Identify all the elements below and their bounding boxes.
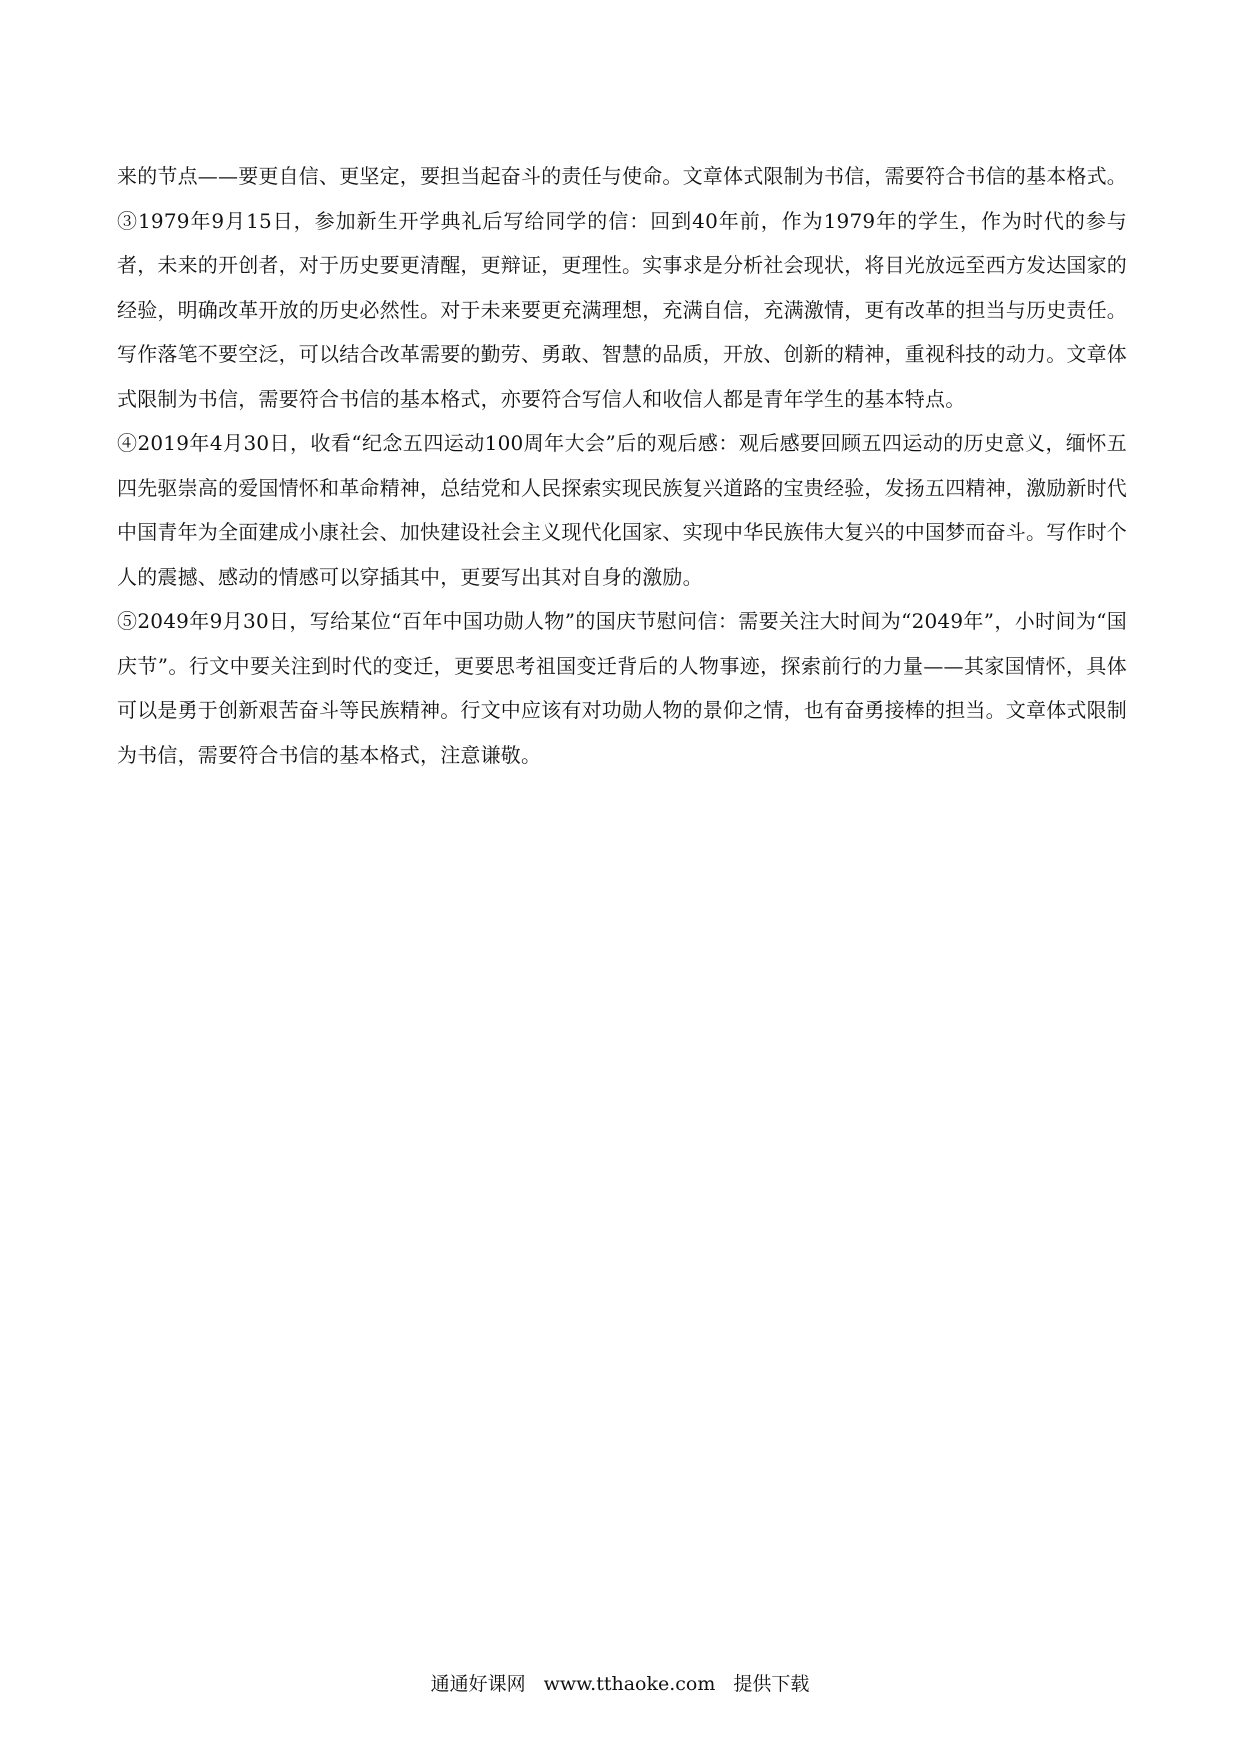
paragraph-item-4: ④2019年4月30日，收看“纪念五四运动100周年大会”后的观后感：观后感要回顾五四运动的历史意义，缅怀五四先驱崇高的爱国情怀和革命精神，总结党和人民探索实现民族复兴道路的宝贵经验，发扬五四精神，激励新时代中国青年为全面建成小康社会、加快建设社会主义现代化国家、实现中华民族伟大复兴的中国梦而奋斗。写作时个人的震撼、感动的情感可以穿插其中，更要写出其对自身的激励。 bbox=[117, 431, 1127, 589]
footer-site-name: 通通好课网 bbox=[430, 1673, 526, 1695]
footer-url-link[interactable]: www.tthaoke.com bbox=[543, 1673, 716, 1695]
page-footer bbox=[0, 1672, 1240, 1696]
paragraph-item-5: ⑤2049年9月30日，写给某位“百年中国功勋人物”的国庆节慰问信：需要关注大时间为“2049年”，小时间为“国庆节”。行文中要关注到时代的变迁，更要思考祖国变迁背后的人物事迹，探索前行的力量——其家国情怀，具体可以是勇于创新艰苦奋斗等民族精神。行文中应该有对功勋人物的景仰之情，也有奋勇接棒的担当。文章体式限制为书信，需要符合书信的基本格式，注意谦敬。 bbox=[117, 609, 1127, 767]
document-body bbox=[117, 154, 1127, 777]
paragraph-item-3: ③1979年9月15日，参加新生开学典礼后写给同学的信：回到40年前，作为1979年的学生，作为时代的参与者，未来的开创者，对于历史要更清醒，更辩证，更理性。实事求是分析社会现状，将目光放远至西方发达国家的经验，明确改革开放的历史必然性。对于未来要更充满理想，充满自信，充满激情，更有改革的担当与历史责任。写作落笔不要空泛，可以结合改革需要的勤劳、勇敢、智慧的品质，开放、创新的精神，重视科技的动力。文章体式限制为书信，需要符合书信的基本格式，亦要符合写信人和收信人都是青年学生的基本特点。 bbox=[117, 208, 1127, 411]
paragraph-continuation: 来的节点——要更自信、更坚定，要担当起奋斗的责任与使命。文章体式限制为书信，需要符合书信的基本格式。 bbox=[117, 164, 1127, 188]
footer-action-text: 提供下载 bbox=[733, 1673, 810, 1695]
